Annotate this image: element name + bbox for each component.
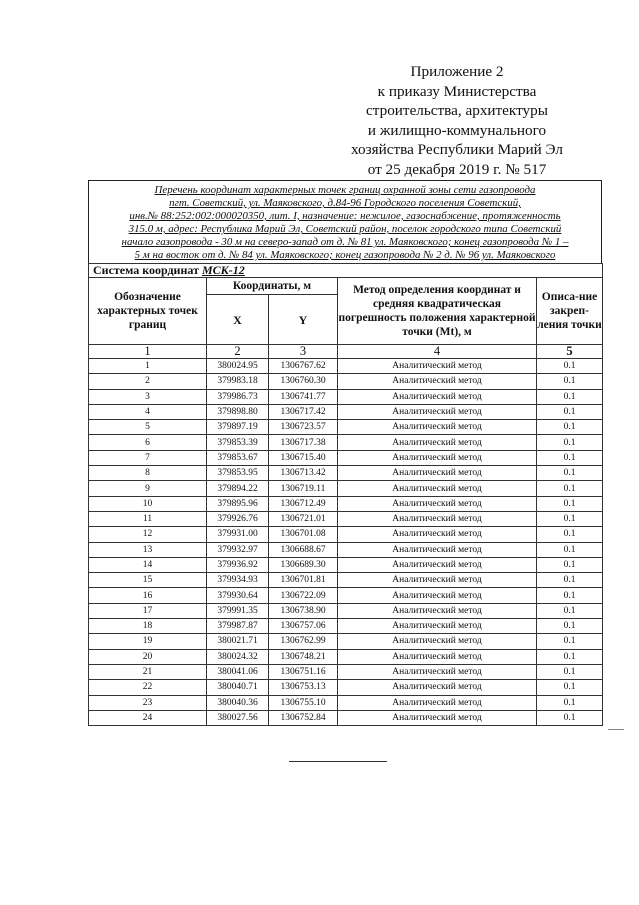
point-number: 9	[89, 481, 207, 496]
footer-rule	[289, 761, 387, 762]
column-number: 3	[269, 345, 338, 359]
accuracy-cell: 0.1	[537, 450, 603, 465]
header-method: Метод определения координат и средняя квадратическая погрешность положения характерной точки (Mt), м	[338, 278, 537, 345]
method-cell: Аналитический метод	[338, 634, 537, 649]
coord-x: 379991.35	[207, 603, 269, 618]
accuracy-cell: 0.1	[537, 634, 603, 649]
title-line: Перечень координат характерных точек границ охранной зоны сети газопровода	[154, 184, 536, 196]
table-row	[89, 435, 603, 450]
title-line: пгт. Советский, ул. Маяковского, д.84-96 Городского поселения Советский,	[169, 197, 521, 209]
point-number: 16	[89, 588, 207, 603]
accuracy-cell: 0.1	[537, 481, 603, 496]
point-number: 15	[89, 573, 207, 588]
coord-y: 1306762.99	[269, 634, 338, 649]
method-cell: Аналитический метод	[338, 557, 537, 572]
table-row	[89, 420, 603, 435]
header-row	[89, 278, 603, 295]
method-cell: Аналитический метод	[338, 359, 537, 374]
accuracy-cell: 0.1	[537, 420, 603, 435]
table-row	[89, 511, 603, 526]
accuracy-cell: 0.1	[537, 511, 603, 526]
method-cell: Аналитический метод	[338, 573, 537, 588]
appendix-line: к приказу Министерства	[377, 82, 537, 100]
table-row	[89, 557, 603, 572]
header-x: X	[207, 295, 269, 345]
coord-y: 1306723.57	[269, 420, 338, 435]
table-row	[89, 695, 603, 710]
coord-x: 379930.64	[207, 588, 269, 603]
method-cell: Аналитический метод	[338, 680, 537, 695]
table-row	[89, 389, 603, 404]
method-cell: Аналитический метод	[338, 695, 537, 710]
accuracy-cell: 0.1	[537, 695, 603, 710]
appendix-header	[327, 62, 587, 179]
method-cell: Аналитический метод	[338, 511, 537, 526]
point-number: 24	[89, 710, 207, 725]
point-number: 3	[89, 389, 207, 404]
accuracy-cell: 0.1	[537, 404, 603, 419]
table-row	[89, 588, 603, 603]
coordinate-system-value: МСК-12	[201, 263, 245, 277]
point-number: 7	[89, 450, 207, 465]
coord-y: 1306717.38	[269, 435, 338, 450]
title-line: 5 м на восток от д. № 84 ул. Маяковского; конец газопровода № 2 д. № 96 ул. Маяковского	[134, 249, 556, 261]
coord-x: 379898.80	[207, 404, 269, 419]
coord-y: 1306752.84	[269, 710, 338, 725]
document-title	[88, 180, 602, 263]
coord-y: 1306760.30	[269, 374, 338, 389]
point-number: 6	[89, 435, 207, 450]
header-description: Описа-ние закреп-ления точки	[537, 278, 603, 345]
coord-x: 380024.95	[207, 359, 269, 374]
coord-x: 379853.39	[207, 435, 269, 450]
coord-x: 379853.67	[207, 450, 269, 465]
column-number: 5	[537, 345, 603, 359]
method-cell: Аналитический метод	[338, 481, 537, 496]
coord-x: 379934.93	[207, 573, 269, 588]
method-cell: Аналитический метод	[338, 404, 537, 419]
accuracy-cell: 0.1	[537, 680, 603, 695]
appendix-line: строительства, архитектуры	[366, 102, 548, 119]
point-number: 12	[89, 527, 207, 542]
coord-y: 1306701.08	[269, 527, 338, 542]
point-number: 23	[89, 695, 207, 710]
accuracy-cell: 0.1	[537, 557, 603, 572]
table-row	[89, 603, 603, 618]
method-cell: Аналитический метод	[338, 710, 537, 725]
point-number: 17	[89, 603, 207, 618]
coord-y: 1306751.16	[269, 664, 338, 679]
table-row	[89, 404, 603, 419]
table-row	[89, 634, 603, 649]
table-row	[89, 466, 603, 481]
coord-y: 1306738.90	[269, 603, 338, 618]
coord-x: 379895.96	[207, 496, 269, 511]
method-cell: Аналитический метод	[338, 496, 537, 511]
coordinates-table	[88, 263, 603, 726]
title-line: 315.0 м, адрес: Республика Марий Эл, Советский район, поселок городского типа Советский	[128, 223, 562, 235]
table-row	[89, 680, 603, 695]
point-number: 10	[89, 496, 207, 511]
accuracy-cell: 0.1	[537, 359, 603, 374]
method-cell: Аналитический метод	[338, 619, 537, 634]
header-y: Y	[269, 295, 338, 345]
column-number: 1	[89, 345, 207, 359]
table-row	[89, 619, 603, 634]
accuracy-cell: 0.1	[537, 649, 603, 664]
accuracy-cell: 0.1	[537, 389, 603, 404]
table-row	[89, 496, 603, 511]
coord-x: 379936.92	[207, 557, 269, 572]
point-number: 13	[89, 542, 207, 557]
coord-y: 1306715.40	[269, 450, 338, 465]
coord-y: 1306688.67	[269, 542, 338, 557]
point-number: 14	[89, 557, 207, 572]
coord-x: 380024.32	[207, 649, 269, 664]
table-row	[89, 450, 603, 465]
title-line: инв.№ 88:252:002:000020350, лит. I, назначение: нежилое, газоснабжение, протяженность	[129, 210, 561, 222]
coord-x: 380027.56	[207, 710, 269, 725]
point-number: 21	[89, 664, 207, 679]
table-row	[89, 710, 603, 725]
appendix-line: от 25 декабря 2019 г. № 517	[367, 160, 547, 178]
accuracy-cell: 0.1	[537, 527, 603, 542]
accuracy-cell: 0.1	[537, 664, 603, 679]
title-line: начало газопровода - 30 м на северо-запад от д. № 81 ул. Маяковского; конец газопровода № 1 –	[121, 236, 569, 248]
table-row	[89, 481, 603, 496]
coord-y: 1306717.42	[269, 404, 338, 419]
coord-y: 1306689.30	[269, 557, 338, 572]
method-cell: Аналитический метод	[338, 603, 537, 618]
coord-y: 1306741.77	[269, 389, 338, 404]
accuracy-cell: 0.1	[537, 466, 603, 481]
coord-y: 1306719.11	[269, 481, 338, 496]
coord-x: 379932.97	[207, 542, 269, 557]
coordinate-system-label: Система координат	[93, 263, 199, 277]
column-number: 2	[207, 345, 269, 359]
coord-x: 380040.36	[207, 695, 269, 710]
coord-x: 379983.18	[207, 374, 269, 389]
method-cell: Аналитический метод	[338, 527, 537, 542]
accuracy-cell: 0.1	[537, 710, 603, 725]
method-cell: Аналитический метод	[338, 664, 537, 679]
coord-y: 1306713.42	[269, 466, 338, 481]
accuracy-cell: 0.1	[537, 619, 603, 634]
point-number: 1	[89, 359, 207, 374]
edge-line	[608, 729, 624, 730]
table-row	[89, 359, 603, 374]
accuracy-cell: 0.1	[537, 573, 603, 588]
method-cell: Аналитический метод	[338, 466, 537, 481]
accuracy-cell: 0.1	[537, 603, 603, 618]
coordinates-document	[88, 180, 602, 726]
accuracy-cell: 0.1	[537, 588, 603, 603]
coord-x: 379931.00	[207, 527, 269, 542]
coord-y: 1306722.09	[269, 588, 338, 603]
appendix-line: и жилищно-коммунального	[367, 121, 547, 139]
coord-y: 1306712.49	[269, 496, 338, 511]
coord-y: 1306755.10	[269, 695, 338, 710]
coordinate-system	[89, 264, 603, 278]
accuracy-cell: 0.1	[537, 542, 603, 557]
coord-x: 379926.76	[207, 511, 269, 526]
method-cell: Аналитический метод	[338, 542, 537, 557]
point-number: 11	[89, 511, 207, 526]
table-body	[89, 359, 603, 726]
appendix-line: хозяйства Республики Марий Эл	[351, 141, 563, 158]
point-number: 19	[89, 634, 207, 649]
coord-x: 379853.95	[207, 466, 269, 481]
point-number: 18	[89, 619, 207, 634]
coord-y: 1306701.81	[269, 573, 338, 588]
point-number: 5	[89, 420, 207, 435]
table-row	[89, 374, 603, 389]
header-coordinates: Координаты, м	[207, 278, 338, 295]
table-row	[89, 664, 603, 679]
table-row	[89, 573, 603, 588]
accuracy-cell: 0.1	[537, 435, 603, 450]
point-number: 22	[89, 680, 207, 695]
accuracy-cell: 0.1	[537, 374, 603, 389]
coord-x: 380021.71	[207, 634, 269, 649]
method-cell: Аналитический метод	[338, 649, 537, 664]
column-number: 4	[338, 345, 537, 359]
coord-x: 379987.87	[207, 619, 269, 634]
coord-x: 379986.73	[207, 389, 269, 404]
point-number: 4	[89, 404, 207, 419]
point-number: 20	[89, 649, 207, 664]
method-cell: Аналитический метод	[338, 588, 537, 603]
method-cell: Аналитический метод	[338, 450, 537, 465]
point-number: 2	[89, 374, 207, 389]
coord-y: 1306753.13	[269, 680, 338, 695]
method-cell: Аналитический метод	[338, 389, 537, 404]
coord-x: 380041.06	[207, 664, 269, 679]
coord-y: 1306757.06	[269, 619, 338, 634]
point-number: 8	[89, 466, 207, 481]
method-cell: Аналитический метод	[338, 435, 537, 450]
coord-y: 1306721.01	[269, 511, 338, 526]
coordinate-system-row	[89, 264, 603, 278]
table-row	[89, 542, 603, 557]
coord-y: 1306748.21	[269, 649, 338, 664]
header-designation: Обозначение характерных точек границ	[89, 278, 207, 345]
accuracy-cell: 0.1	[537, 496, 603, 511]
coord-y: 1306767.62	[269, 359, 338, 374]
method-cell: Аналитический метод	[338, 374, 537, 389]
coord-x: 379897.19	[207, 420, 269, 435]
appendix-line: Приложение 2	[410, 63, 504, 80]
method-cell: Аналитический метод	[338, 420, 537, 435]
table-row	[89, 649, 603, 664]
column-number-row	[89, 345, 603, 359]
coord-x: 380040.71	[207, 680, 269, 695]
coord-x: 379894.22	[207, 481, 269, 496]
table-row	[89, 527, 603, 542]
